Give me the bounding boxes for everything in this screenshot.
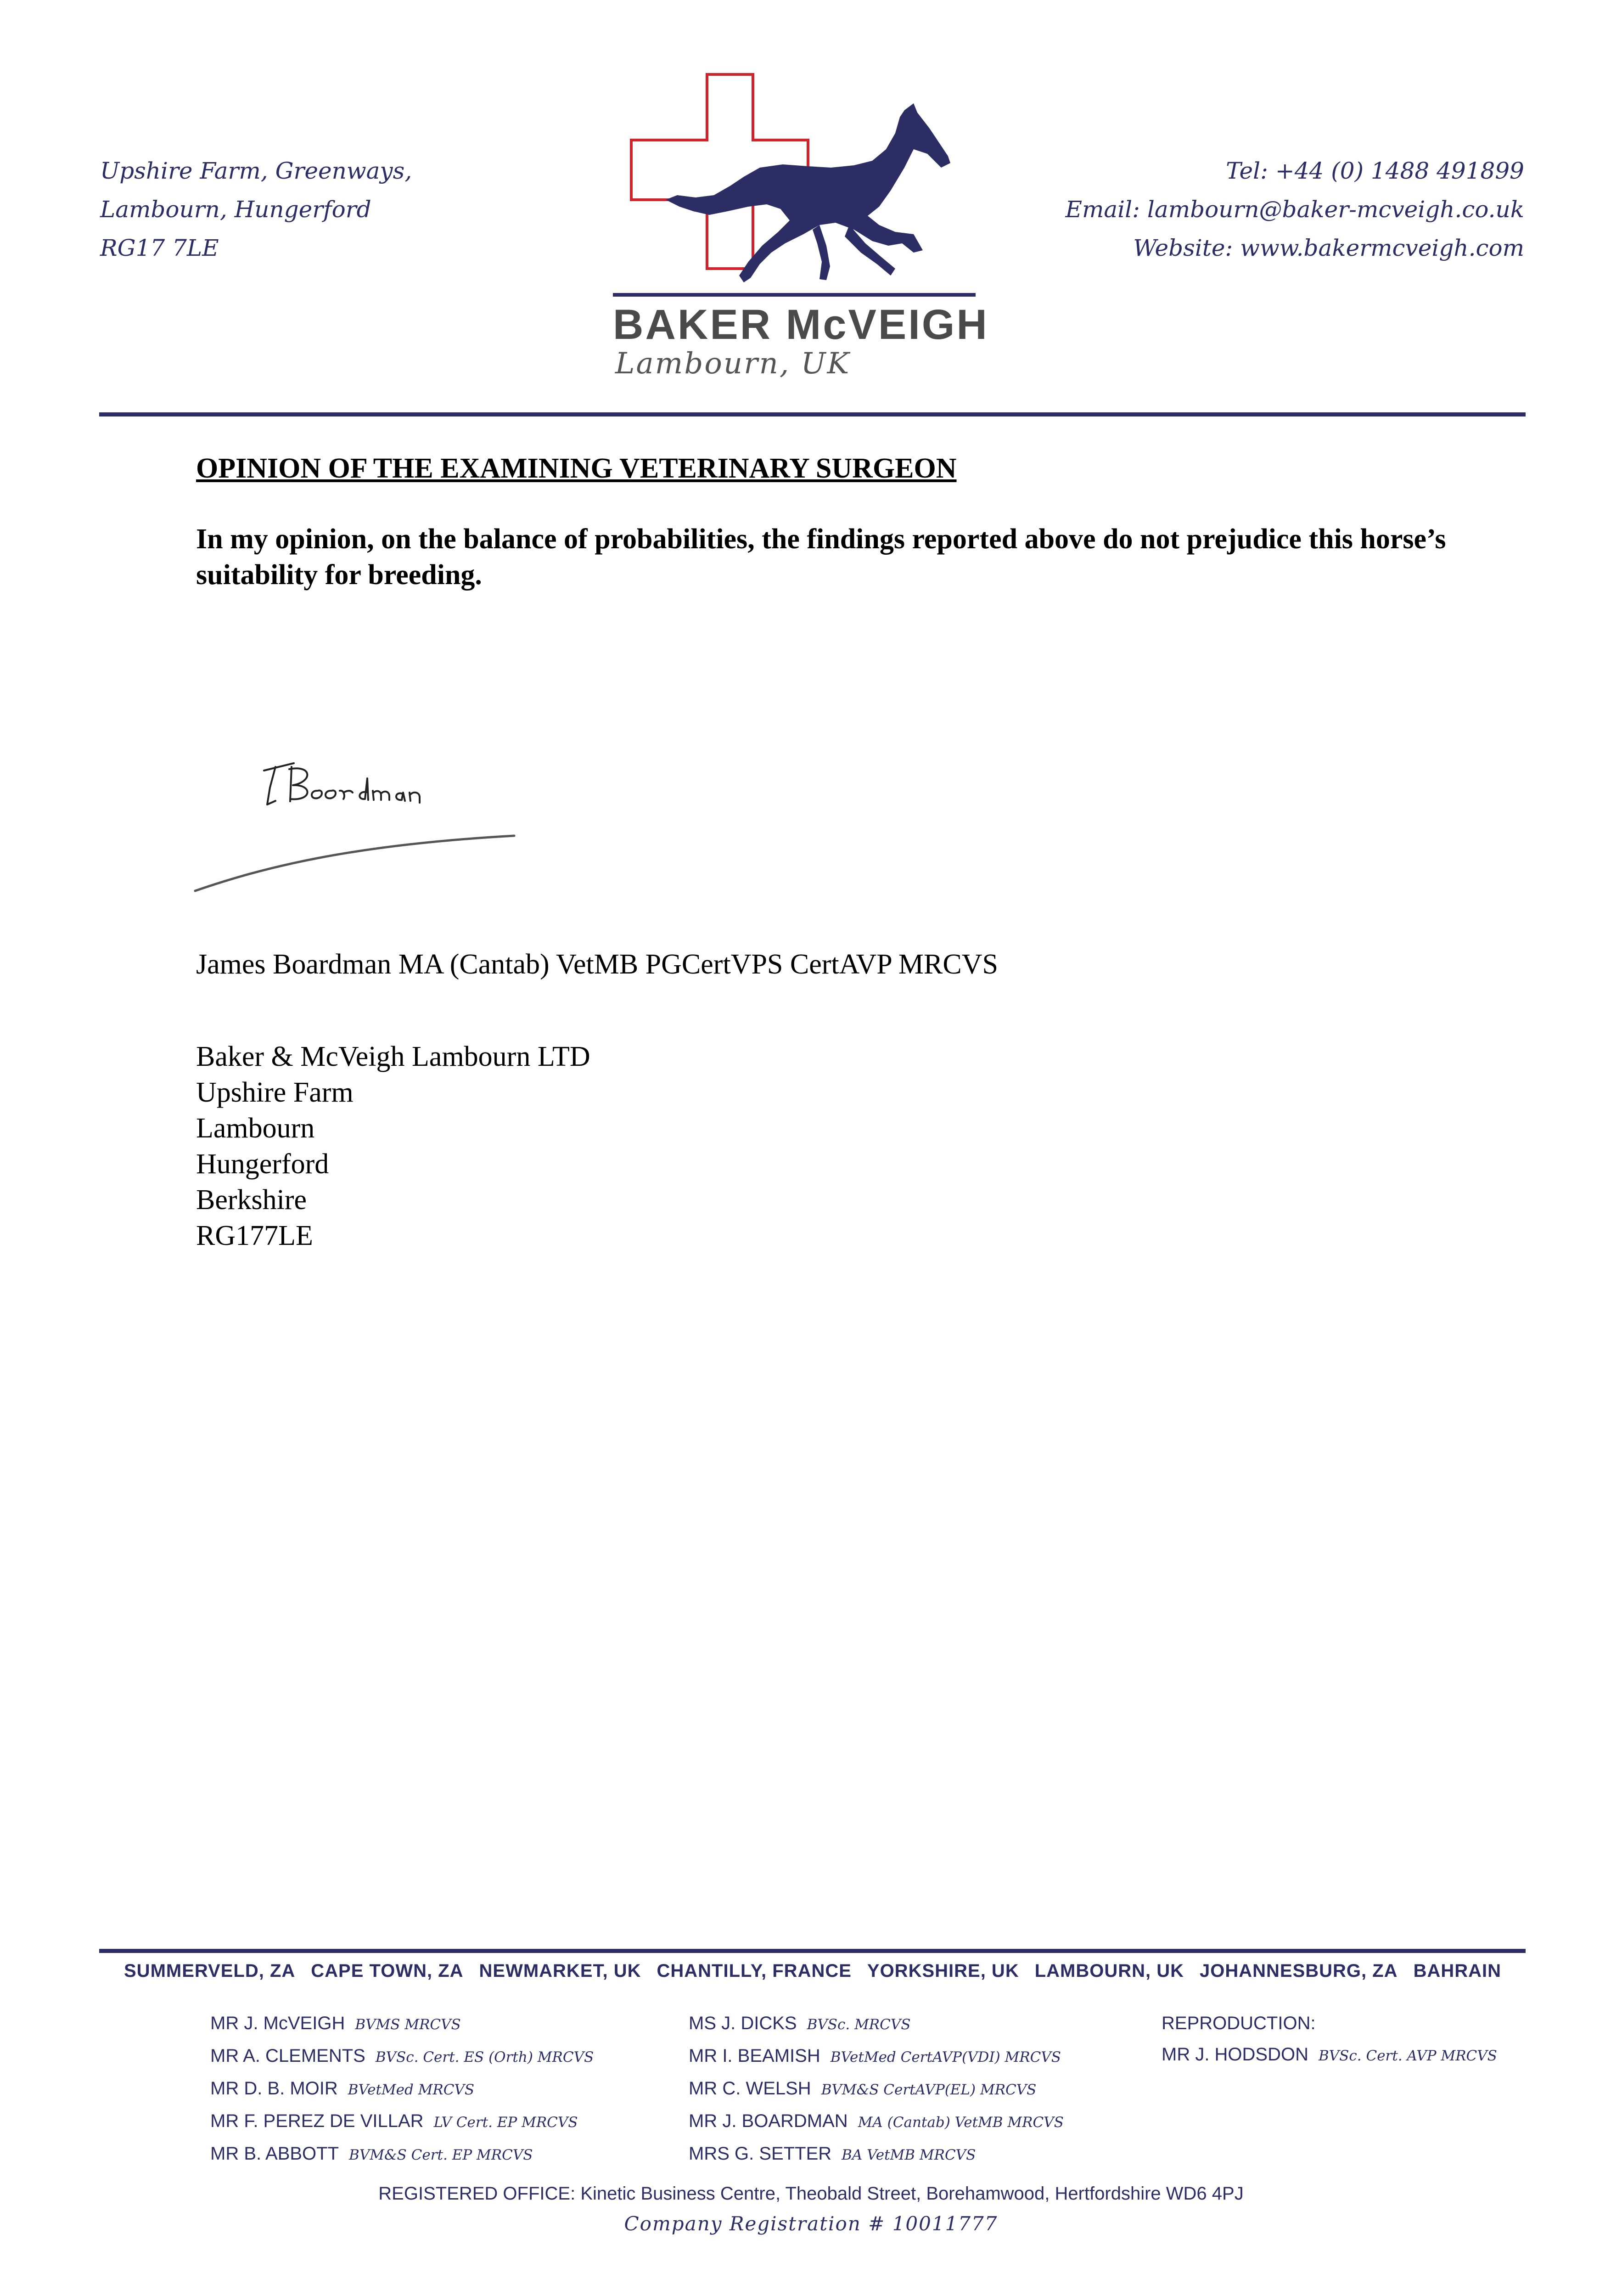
address-line: Lambourn (196, 1113, 315, 1144)
staff-entry (210, 2073, 594, 2105)
staff-name: MR I. BEAMISH (689, 2046, 820, 2066)
address-line: Lambourn, Hungerford (100, 196, 371, 223)
company-address (196, 1039, 590, 1254)
staff-name: MR F. PEREZ DE VILLAR (210, 2111, 424, 2131)
staff-entry (210, 2040, 594, 2073)
address-line: RG177LE (196, 1220, 313, 1251)
staff-column-1 (210, 2008, 594, 2171)
staff-name: MR J. BOARDMAN (689, 2111, 848, 2131)
company-registration: Company Registration # 10011777 (624, 2212, 998, 2235)
brand-location: Lambourn, UK (615, 347, 851, 381)
address-line: Upshire Farm, Greenways, (100, 158, 412, 184)
staff-qualifications: BVetMed MRCVS (348, 2082, 475, 2098)
address-line: Berkshire (196, 1184, 307, 1216)
address-line: Baker & McVeigh Lambourn LTD (196, 1041, 590, 1072)
handwritten-signature (193, 753, 523, 900)
office-locations (124, 1961, 1501, 1981)
staff-name: MR J. HODSDON (1162, 2044, 1308, 2065)
staff-entry (689, 2138, 1064, 2171)
email-line: Email: lambourn@baker-mcveigh.co.uk (1065, 196, 1524, 223)
location-item: NEWMARKET, UK (479, 1961, 641, 1981)
opinion-statement: In my opinion, on the balance of probabilities, the findings reported above do not prejudice this horse’s suitability for breeding. (196, 523, 1446, 591)
staff-name: MR D. B. MOIR (210, 2078, 338, 2099)
brand-name: BAKER McVEIGH (613, 301, 989, 348)
staff-qualifications: BVetMed CertAVP(VDI) MRCVS (830, 2049, 1061, 2065)
location-item: CAPE TOWN, ZA (311, 1961, 464, 1981)
staff-qualifications: BVM&S CertAVP(EL) MRCVS (821, 2082, 1037, 2098)
staff-qualifications: LV Cert. EP MRCVS (433, 2114, 578, 2131)
staff-entry (689, 2008, 1064, 2040)
staff-name: MR C. WELSH (689, 2078, 811, 2099)
location-item: YORKSHIRE, UK (867, 1961, 1019, 1981)
location-item: CHANTILLY, FRANCE (657, 1961, 852, 1981)
staff-entry (689, 2073, 1064, 2105)
staff-qualifications: BVSc. Cert. AVP MRCVS (1319, 2048, 1497, 2064)
staff-qualifications: MA (Cantab) VetMB MRCVS (858, 2114, 1064, 2131)
staff-name: MR B. ABBOTT (210, 2144, 339, 2164)
staff-column-2 (689, 2008, 1064, 2171)
registered-office: REGISTERED OFFICE: Kinetic Business Centre, Theobald Street, Borehamwood, Hertfordshire WD6 4PJ (378, 2183, 1244, 2204)
staff-name: MR J. McVEIGH (210, 2013, 345, 2033)
staff-entry (1162, 2008, 1497, 2039)
location-item: SUMMERVELD, ZA (124, 1961, 296, 1981)
staff-qualifications: BVSc. Cert. ES (Orth) MRCVS (375, 2049, 594, 2065)
location-item: JOHANNESBURG, ZA (1199, 1961, 1398, 1981)
phone-line: Tel: +44 (0) 1488 491899 (1226, 158, 1524, 184)
staff-entry (210, 2105, 594, 2138)
staff-qualifications: BVM&S Cert. EP MRCVS (349, 2147, 533, 2163)
logo-rule (613, 293, 976, 297)
reproduction-label: REPRODUCTION: (1162, 2013, 1316, 2033)
staff-name: MS J. DICKS (689, 2013, 797, 2033)
staff-name: MRS G. SETTER (689, 2144, 832, 2164)
document-heading: OPINION OF THE EXAMINING VETERINARY SURGEON (196, 453, 957, 484)
staff-entry (689, 2105, 1064, 2138)
staff-qualifications: BVMS MRCVS (355, 2016, 461, 2033)
location-item: LAMBOURN, UK (1034, 1961, 1184, 1981)
footer-divider (99, 1949, 1526, 1953)
address-line: Hungerford (196, 1148, 329, 1180)
staff-entry (210, 2008, 594, 2040)
staff-name: MR A. CLEMENTS (210, 2046, 365, 2066)
contact-details (1065, 152, 1524, 267)
staff-entry (689, 2040, 1064, 2073)
location-item: BAHRAIN (1413, 1961, 1501, 1981)
staff-qualifications: BA VetMB MRCVS (842, 2147, 976, 2163)
staff-column-3 (1162, 2008, 1497, 2071)
website-line: Website: www.bakermcveigh.com (1133, 235, 1524, 261)
signatory-name: James Boardman MA (Cantab) VetMB PGCertVPS CertAVP MRCVS (196, 949, 998, 980)
staff-entry (1162, 2039, 1497, 2071)
address-line: Upshire Farm (196, 1077, 354, 1108)
address-line: RG17 7LE (100, 235, 219, 261)
staff-qualifications: BVSc. MRCVS (807, 2016, 911, 2033)
sender-address (100, 152, 412, 267)
header-divider (99, 412, 1526, 416)
staff-entry (210, 2138, 594, 2171)
